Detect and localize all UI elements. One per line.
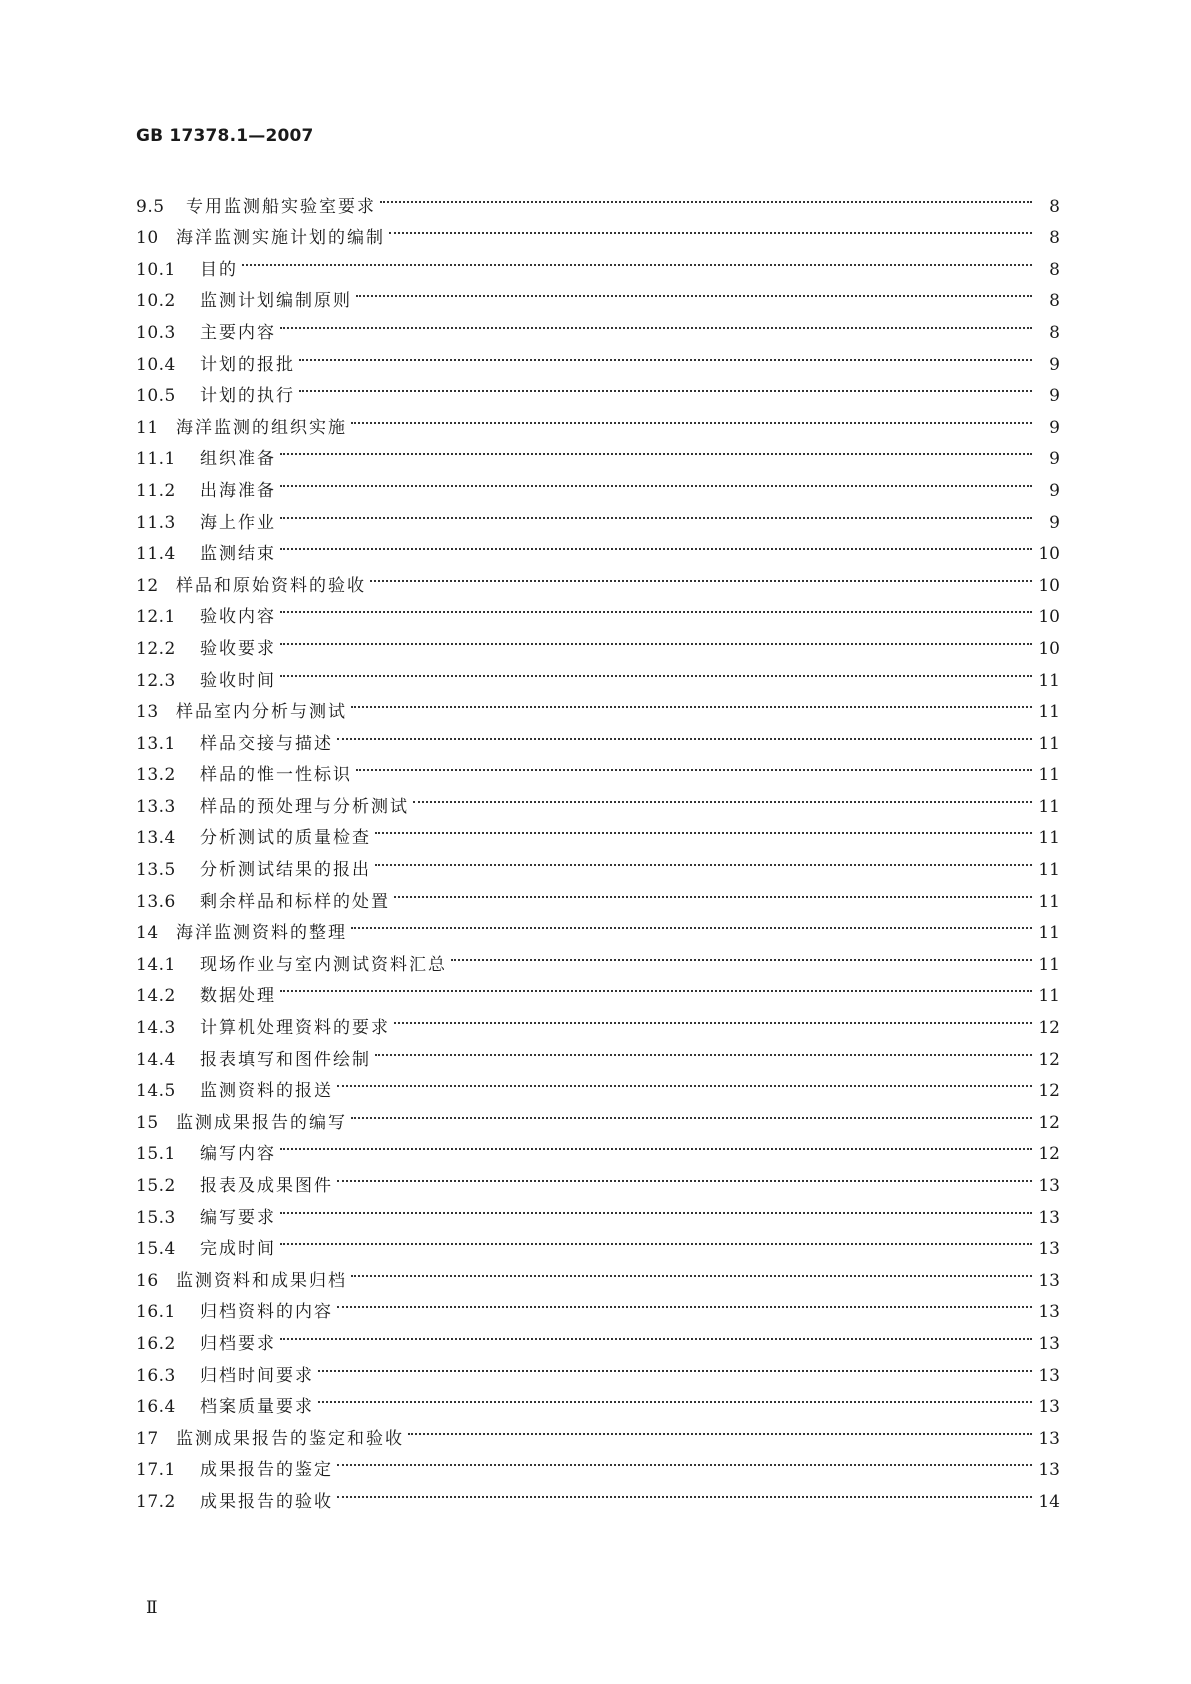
toc-entry-page: 13 [1038, 1239, 1060, 1260]
toc-entry-title: 样品的预处理与分析测试 [200, 796, 409, 817]
toc-entry-page: 8 [1049, 196, 1060, 217]
toc-dot-leader [318, 1349, 1032, 1381]
toc-entry-number: 9.5 [136, 196, 165, 217]
toc-entry-number: 17.1 [136, 1460, 176, 1481]
toc-entry-title: 海洋监测实施计划的编制 [176, 228, 385, 249]
toc-entry-page: 11 [1038, 765, 1060, 786]
toc-entry-page: 11 [1038, 670, 1060, 691]
toc-entry-number: 12 [136, 575, 159, 596]
toc-dot-leader [389, 212, 1032, 244]
toc-entry-title: 编写要求 [200, 1207, 276, 1228]
toc-entry-page: 11 [1038, 733, 1060, 754]
toc-entry-number: 13 [136, 702, 159, 723]
toc-entry-page: 10 [1038, 638, 1060, 659]
toc-entry-page: 11 [1038, 860, 1060, 881]
toc-dot-leader [280, 1128, 1032, 1160]
toc-entry-page: 9 [1049, 449, 1060, 470]
toc-entry-title: 报表及成果图件 [200, 1176, 333, 1196]
toc-entry-number: 10.1 [136, 259, 176, 280]
toc-entry-title: 海洋监测资料的整理 [176, 923, 347, 944]
toc-entry-title: 成果报告的鉴定 [200, 1460, 333, 1481]
toc-entry-page: 11 [1038, 986, 1060, 1007]
toc-entry-number: 16 [136, 1270, 159, 1291]
toc-entry-number: 12.1 [136, 607, 176, 628]
toc-entry-page: 13 [1038, 1333, 1060, 1354]
toc-dot-leader [280, 591, 1032, 623]
toc-dot-leader [280, 306, 1032, 338]
toc-entry-number: 14.1 [136, 954, 176, 975]
toc-dot-leader [375, 1033, 1032, 1065]
toc-dot-leader [375, 812, 1032, 844]
toc-entry-number: 13.3 [136, 796, 176, 817]
toc-dot-leader [280, 1223, 1032, 1255]
toc-dot-leader [337, 1286, 1032, 1318]
toc-entry-page: 13 [1038, 1365, 1060, 1386]
toc-dot-leader [337, 1475, 1032, 1507]
toc-entry-page: 10 [1038, 544, 1060, 565]
toc-entry-title: 编写内容 [200, 1144, 276, 1165]
toc-entry-title: 监测结束 [200, 544, 276, 565]
toc-entry-title: 剩余样品和标样的处置 [200, 891, 390, 912]
toc-dot-leader [280, 496, 1032, 528]
toc-entry-number: 16.3 [136, 1365, 176, 1386]
toc-entry-page: 9 [1049, 354, 1060, 375]
toc-dot-leader [280, 528, 1032, 560]
toc-dot-leader [299, 338, 1032, 370]
toc-dot-leader [280, 1191, 1032, 1223]
toc-dot-leader [356, 749, 1032, 781]
toc-entry-page: 12 [1038, 1112, 1060, 1133]
toc-entry-title: 监测资料的报送 [200, 1081, 333, 1102]
toc-entry-number: 12.3 [136, 670, 176, 691]
toc-dot-leader [394, 1001, 1032, 1033]
toc-entry-title: 监测计划编制原则 [200, 291, 352, 312]
toc-dot-leader [351, 1096, 1032, 1128]
toc-entry-page: 8 [1049, 259, 1060, 280]
toc-entry-page: 11 [1038, 702, 1060, 723]
toc-entry-page: 12 [1038, 1049, 1060, 1070]
toc-dot-leader [280, 1317, 1032, 1349]
toc-entry-page: 8 [1049, 228, 1060, 249]
toc-entry-number: 14 [136, 923, 159, 944]
toc-dot-leader [394, 875, 1032, 907]
table-of-contents [136, 180, 1060, 1512]
toc-entry-title: 计划的报批 [200, 354, 295, 375]
toc-entry-title: 归档要求 [200, 1333, 276, 1354]
toc-entry-page: 9 [1049, 386, 1060, 407]
document-code: GB 17378.1—2007 [136, 126, 314, 146]
toc-entry-number: 13.5 [136, 860, 176, 881]
toc-entry-page: 13 [1038, 1460, 1060, 1481]
toc-entry-number: 11.3 [136, 512, 176, 533]
toc-entry-number: 14.2 [136, 986, 176, 1007]
toc-entry-number: 16.2 [136, 1333, 176, 1354]
toc-dot-leader [337, 1159, 1032, 1191]
toc-entry-number: 15.1 [136, 1144, 176, 1165]
toc-entry-page: 12 [1038, 1081, 1060, 1102]
toc-entry-title: 完成时间 [200, 1239, 276, 1260]
toc-entry-title: 现场作业与室内测试资料汇总 [200, 954, 447, 975]
toc-entry-title: 档案质量要求 [200, 1397, 314, 1418]
toc-entry-title: 分析测试的质量检查 [200, 828, 371, 849]
page-number: Ⅱ [146, 1598, 158, 1618]
toc-dot-leader [356, 275, 1032, 307]
toc-entry-title: 监测资料和成果归档 [176, 1270, 347, 1291]
toc-entry-number: 14.4 [136, 1049, 176, 1070]
toc-dot-leader [370, 559, 1032, 591]
toc-dot-leader [351, 907, 1032, 939]
toc-entry-title: 海洋监测的组织实施 [176, 417, 347, 438]
toc-entry-title: 组织准备 [200, 449, 276, 470]
toc-entry-title: 出海准备 [200, 480, 276, 501]
toc-entry-title: 目的 [200, 259, 238, 280]
toc-entry-title: 验收要求 [200, 638, 276, 659]
toc-entry-number: 15.2 [136, 1176, 176, 1196]
toc-entry-title: 归档时间要求 [200, 1365, 314, 1386]
toc-dot-leader [280, 433, 1032, 465]
toc-entry-title: 监测成果报告的鉴定和验收 [176, 1428, 404, 1449]
toc-entry-number: 13.1 [136, 733, 176, 754]
toc-entry-title: 样品的惟一性标识 [200, 765, 352, 786]
toc-entry-number: 11.2 [136, 480, 176, 501]
toc-entry-page: 8 [1049, 322, 1060, 343]
toc-entry-number: 11.1 [136, 449, 176, 470]
toc-entry-number: 10.4 [136, 354, 176, 375]
toc-dot-leader [280, 654, 1032, 686]
toc-entry-number: 15.4 [136, 1239, 176, 1260]
toc-entry-title: 样品和原始资料的验收 [176, 575, 366, 596]
toc-dot-leader [299, 370, 1032, 402]
toc-dot-leader [337, 717, 1032, 749]
toc-entry-title: 报表填写和图件绘制 [200, 1049, 371, 1070]
toc-entry-page: 13 [1038, 1397, 1060, 1418]
toc-entry-page: 11 [1038, 828, 1060, 849]
toc-entry[interactable] [136, 243, 1060, 280]
toc-entry-page: 13 [1038, 1428, 1060, 1449]
toc-entry-title: 主要内容 [200, 322, 276, 343]
toc-entry-page: 12 [1038, 1144, 1060, 1165]
toc-dot-leader [351, 401, 1032, 433]
toc-entry-page: 13 [1038, 1270, 1060, 1291]
toc-entry-page: 11 [1038, 891, 1060, 912]
toc-entry-title: 海上作业 [200, 512, 276, 533]
toc-entry-page: 13 [1038, 1302, 1060, 1323]
toc-entry-number: 16.1 [136, 1302, 176, 1323]
toc-dot-leader [375, 843, 1032, 875]
toc-entry-page: 11 [1038, 796, 1060, 817]
toc-entry-title: 分析测试结果的报出 [200, 860, 371, 881]
toc-entry-number: 10.3 [136, 322, 176, 343]
toc-entry-title: 样品交接与描述 [200, 733, 333, 754]
toc-entry-title: 验收内容 [200, 607, 276, 628]
toc-entry-page: 9 [1049, 512, 1060, 533]
toc-dot-leader [351, 686, 1032, 718]
toc-entry-number: 13.6 [136, 891, 176, 912]
toc-entry-title: 归档资料的内容 [200, 1302, 333, 1323]
toc-entry-number: 17 [136, 1428, 159, 1449]
toc-entry-page: 10 [1038, 607, 1060, 628]
toc-dot-leader [280, 970, 1032, 1002]
toc-entry-title: 验收时间 [200, 670, 276, 691]
toc-dot-leader [280, 622, 1032, 654]
toc-dot-leader [413, 780, 1032, 812]
toc-dot-leader [408, 1412, 1032, 1444]
toc-entry-number: 13.2 [136, 765, 176, 786]
toc-entry-title: 数据处理 [200, 986, 276, 1007]
toc-entry[interactable] [136, 275, 1060, 312]
toc-entry-page: 13 [1038, 1176, 1060, 1196]
toc-entry-number: 12.2 [136, 638, 176, 659]
toc-entry-page: 8 [1049, 291, 1060, 312]
toc-entry-title: 专用监测船实验室要求 [186, 196, 376, 217]
toc-entry-page: 9 [1049, 417, 1060, 438]
toc-entry-number: 10 [136, 228, 159, 249]
toc-entry-page: 11 [1038, 954, 1060, 975]
toc-dot-leader [280, 464, 1032, 496]
toc-entry-number: 13.4 [136, 828, 176, 849]
toc-entry-page: 14 [1038, 1491, 1060, 1512]
toc-dot-leader [351, 1254, 1032, 1286]
toc-entry-number: 14.3 [136, 1018, 176, 1039]
toc-dot-leader [337, 1444, 1032, 1476]
toc-entry-number: 10.5 [136, 386, 176, 407]
toc-dot-leader [380, 180, 1032, 212]
toc-entry-number: 17.2 [136, 1491, 176, 1512]
toc-entry-number: 16.4 [136, 1397, 176, 1418]
toc-dot-leader [242, 243, 1032, 275]
toc-dot-leader [337, 1065, 1032, 1097]
toc-entry-number: 14.5 [136, 1081, 176, 1102]
toc-entry-number: 15.3 [136, 1207, 176, 1228]
toc-entry[interactable] [136, 180, 1060, 217]
toc-entry-title: 成果报告的验收 [200, 1491, 333, 1512]
toc-entry-title: 计算机处理资料的要求 [200, 1018, 390, 1039]
toc-entry-page: 12 [1038, 1018, 1060, 1039]
toc-entry-title: 样品室内分析与测试 [176, 702, 347, 723]
toc-entry-number: 15 [136, 1112, 159, 1133]
toc-dot-leader [318, 1381, 1032, 1413]
toc-entry-number: 11 [136, 417, 159, 438]
toc-entry-title: 监测成果报告的编写 [176, 1112, 347, 1133]
toc-entry-title: 计划的执行 [200, 386, 295, 407]
toc-dot-leader [451, 938, 1032, 970]
toc-entry-number: 11.4 [136, 544, 176, 565]
toc-entry-page: 9 [1049, 480, 1060, 501]
toc-entry-number: 10.2 [136, 291, 176, 312]
toc-entry-page: 13 [1038, 1207, 1060, 1228]
toc-entry-page: 10 [1038, 575, 1060, 596]
toc-entry-page: 11 [1038, 923, 1060, 944]
